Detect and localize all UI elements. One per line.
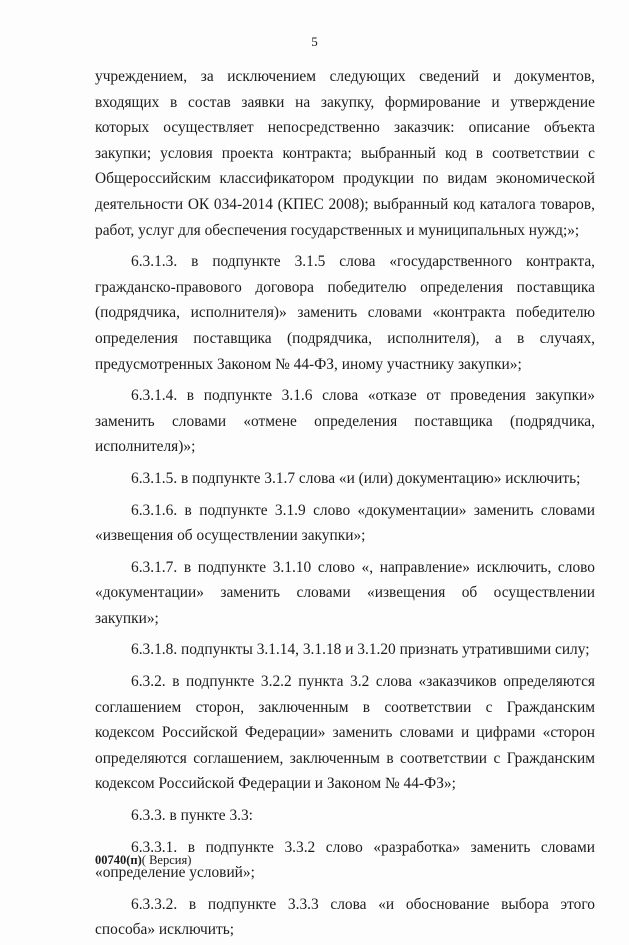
paragraph-6-3-1-3: 6.3.1.3. в подпункте 3.1.5 слова «государственного контракта, гражданско-правового договора победителю определения поставщика (подрядчика, исполнителя)» заменить словами «контракта победителю определения поставщика (подрядчика, исполнителя), а в случаях, предусмотренных Законом № 44-ФЗ, иному участнику закупки»; [95,253,595,373]
paragraph-6-3-3-2: 6.3.3.2. в подпункте 3.3.3 слова «и обоснование выбора этого способа» исключить; [95,895,595,939]
document-code: 00740(п) [95,853,142,867]
paragraph-6-3-1-5: 6.3.1.5. в подпункте 3.1.7 слова «и (или) документацию» исключить; [131,469,581,487]
paragraph-6-3-1-6: 6.3.1.6. в подпункте 3.1.9 слово «документации» заменить словами «извещения об осуществлении закупки»; [95,501,595,545]
document-version: ( Версия) [141,853,192,867]
paragraph-6-3-3-1: 6.3.3.1. в подпункте 3.3.2 слово «разработка» заменить словами «определение условий»; [95,838,595,882]
document-footer [95,853,191,868]
paragraph-continuation: учреждением, за исключением следующих сведений и документов, входящих в состав заявки на закупку, формирование и утверждение которых осуществляет непосредственно заказчик: описание объекта закупки; условия проекта контракта; выбранный код в соответствии с Общероссийским классификатором продукции по видам экономической деятельности ОК 034-2014 (КПЕС 2008); выбранный код каталога товаров, работ, услуг для обеспечения государственных и муниципальных нужд;»; [95,68,595,239]
paragraph-6-3-1-7: 6.3.1.7. в подпункте 3.1.10 слово «, направление» исключить, слово «документации» заменить словами «извещения об осуществлении закупки»; [95,558,595,627]
paragraph-6-3-3: 6.3.3. в пункте 3.3: [131,807,253,825]
paragraph-6-3-1-8: 6.3.1.8. подпункты 3.1.14, 3.1.18 и 3.1.20 признать утратившими силу; [131,641,590,659]
document-body [95,64,595,945]
paragraph-6-3-1-4: 6.3.1.4. в подпункте 3.1.6 слова «отказе от проведения закупки» заменить словами «отмене определения поставщика (подрядчика, исполнителя)»; [95,387,595,456]
page-number: 5 [311,34,318,49]
paragraph-6-3-2: 6.3.2. в подпункте 3.2.2 пункта 3.2 слова «заказчиков определяются соглашением сторон, заключенным в соответствии с Гражданским кодексом Российской Федерации» заменить словами и цифрами «сторон определяются соглашением, заключенным в соответствии с Гражданским кодексом Российской Федерации и Законом № 44-ФЗ»; [95,673,595,793]
